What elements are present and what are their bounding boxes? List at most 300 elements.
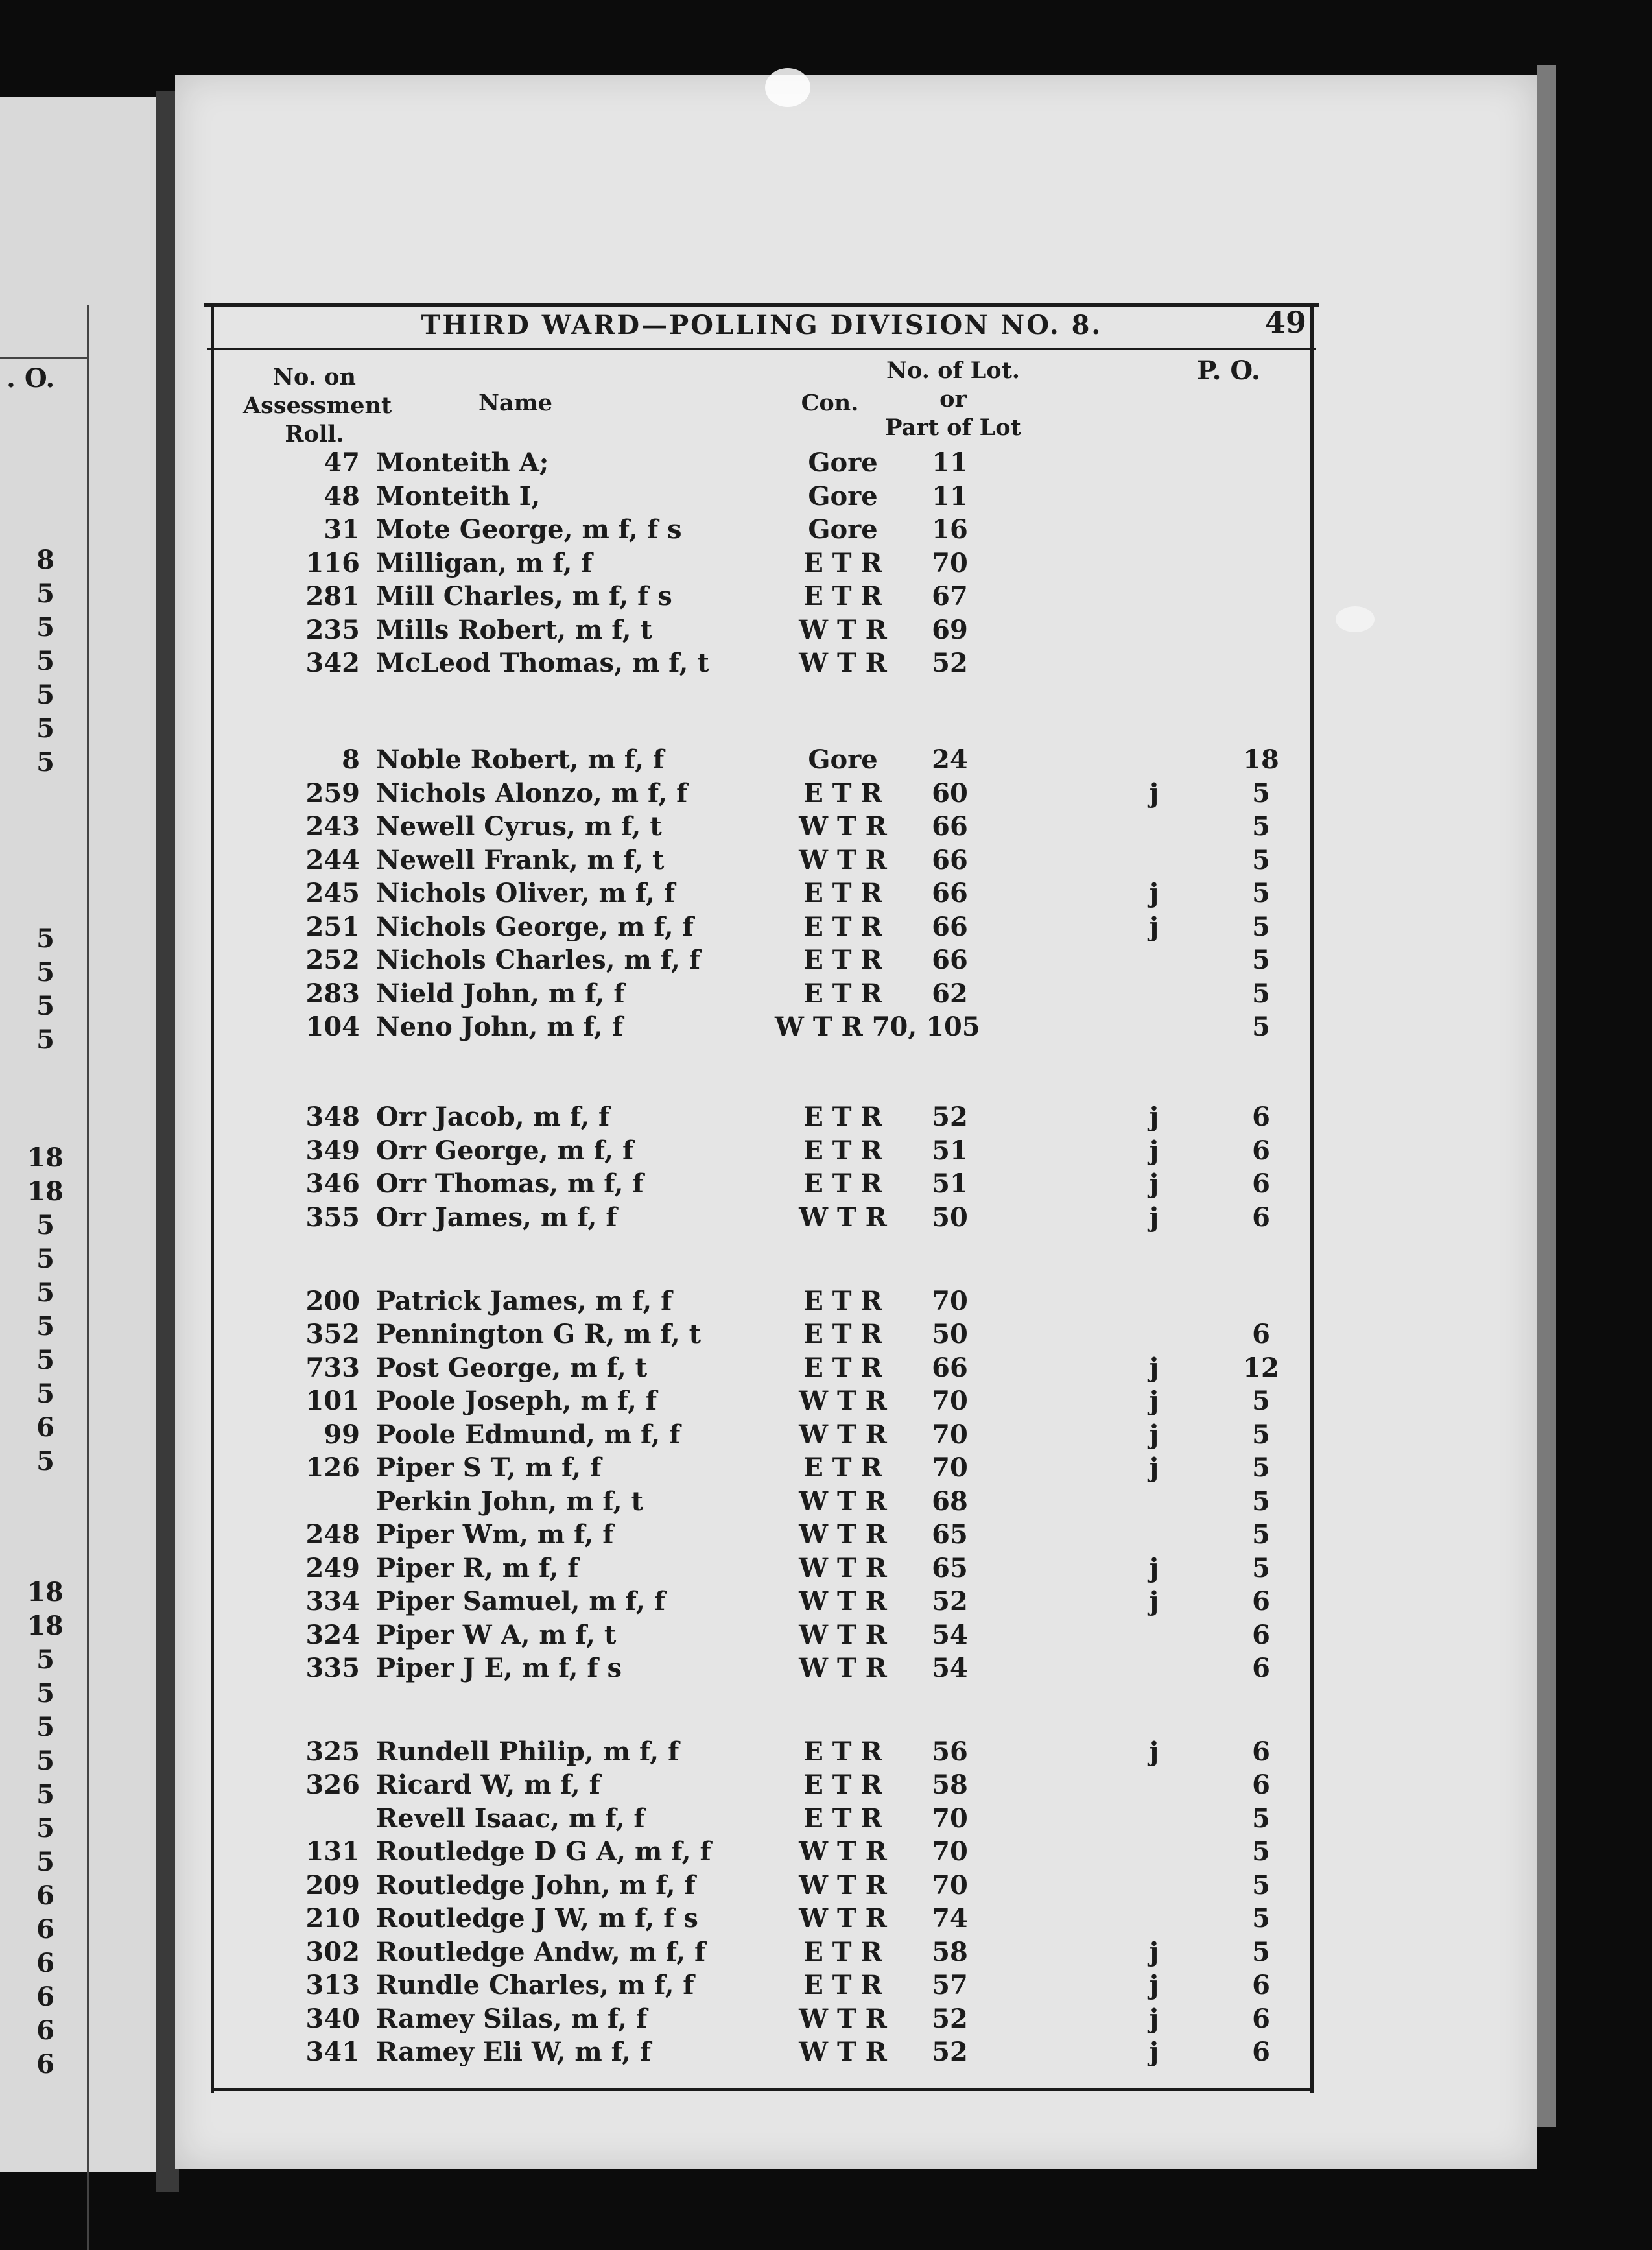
left-page-value: 5: [36, 1379, 54, 1409]
table-row: [204, 878, 1319, 910]
left-page-value: 5: [36, 923, 54, 954]
table-row: [204, 1553, 1319, 1585]
left-page-po-heading: . O.: [6, 363, 55, 394]
cell-po: 5: [1252, 1936, 1270, 1967]
cell-j: j: [1149, 1102, 1159, 1133]
cell-j: j: [1149, 2037, 1159, 2068]
table-row: [204, 1903, 1319, 1936]
cell-con: W T R: [799, 811, 887, 842]
left-page-value: 5: [36, 1210, 54, 1240]
register-table: [204, 227, 1319, 2098]
cell-con: W T R: [799, 614, 887, 645]
table-row: [204, 1012, 1319, 1044]
cell-lot: 70: [932, 1452, 968, 1484]
cell-lot: 51: [932, 1168, 968, 1200]
cell-name: Nichols Charles, m f, f: [376, 945, 701, 976]
left-page-value: 5: [36, 1746, 54, 1776]
cell-roll: 326: [305, 1770, 360, 1801]
cell-roll: 104: [305, 1012, 360, 1043]
cell-roll: 334: [305, 1586, 360, 1617]
cell-po: 6: [1252, 1202, 1270, 1233]
left-page-value: 6: [36, 1982, 54, 2012]
cell-roll: 281: [305, 581, 360, 611]
cell-con: W T R: [799, 844, 887, 875]
cell-po: 5: [1252, 1836, 1270, 1867]
cell-con: W T R: [799, 1552, 887, 1583]
cell-lot: 70: [932, 1285, 968, 1316]
cell-roll: 349: [305, 1135, 360, 1166]
cell-con: E T R: [803, 1135, 882, 1166]
cell-roll: 283: [305, 978, 360, 1009]
cell-name: Poole Edmund, m f, f: [376, 1419, 681, 1450]
cell-roll: 355: [305, 1202, 360, 1233]
cell-lot: 11: [932, 447, 968, 478]
left-page-value: 5: [36, 1024, 54, 1055]
column-header-roll: No. on Assessment Roll.: [243, 364, 392, 447]
cell-po: 5: [1252, 945, 1270, 976]
cell-lot: 66: [932, 878, 968, 909]
cell-lot: 70: [932, 1419, 968, 1450]
table-row: [204, 481, 1319, 514]
cell-con: E T R: [803, 1736, 882, 1767]
cell-lot: 66: [932, 811, 968, 842]
cell-lot: 65: [932, 1552, 968, 1583]
cell-j: j: [1149, 1970, 1159, 2001]
cell-j: j: [1149, 1135, 1159, 1166]
cell-lot: 24: [932, 744, 968, 776]
table-row: [204, 1486, 1319, 1519]
cell-con: E T R: [803, 945, 882, 976]
cell-po: 5: [1252, 777, 1270, 809]
left-page-value: 6: [36, 1914, 54, 1945]
left-page-value: 6: [36, 2049, 54, 2079]
cell-con: E T R: [803, 878, 882, 909]
cell-j: j: [1149, 1736, 1159, 1767]
cell-lot: 66: [932, 844, 968, 875]
cell-lot: 74: [932, 1903, 968, 1934]
cell-con: W T R: [799, 1419, 887, 1450]
table-row: [204, 1419, 1319, 1452]
cell-con: W T R: [799, 1869, 887, 1901]
cell-roll: 352: [305, 1319, 360, 1350]
left-page-value: 5: [36, 1244, 54, 1274]
table-row: [204, 744, 1319, 777]
table-row: [204, 1386, 1319, 1418]
cell-con: W T R: [799, 1486, 887, 1517]
cell-roll: 340: [305, 2003, 360, 2034]
left-page-value: 5: [36, 957, 54, 988]
cell-po: 5: [1252, 1419, 1270, 1450]
table-row: [204, 648, 1319, 680]
bottom-rule: [211, 2088, 1314, 2091]
cell-po: 6: [1252, 1770, 1270, 1801]
cell-name: Ramey Eli W, m f, f: [376, 2037, 652, 2068]
cell-roll: 200: [305, 1285, 360, 1316]
cell-roll: 244: [305, 844, 360, 875]
cell-po: 6: [1252, 1319, 1270, 1350]
cell-po: 6: [1252, 1102, 1270, 1133]
table-row: [204, 1770, 1319, 1802]
cell-lot: 67: [932, 581, 968, 611]
cell-name: Routledge D G A, m f, f: [376, 1836, 711, 1867]
cell-lot: 52: [932, 1102, 968, 1133]
cell-con: E T R: [803, 1352, 882, 1383]
page-number: 49: [1264, 305, 1306, 340]
cell-name: Rundle Charles, m f, f: [376, 1970, 694, 2001]
cell-j: j: [1149, 1352, 1159, 1383]
left-page-value: 5: [36, 1345, 54, 1375]
cell-j: j: [1149, 1386, 1159, 1417]
cell-po: 12: [1243, 1352, 1279, 1383]
table-row: [204, 1452, 1319, 1485]
table-row: [204, 1937, 1319, 1969]
left-page-value: 6: [36, 1948, 54, 1978]
cell-roll: 251: [305, 911, 360, 942]
table-row: [204, 912, 1319, 944]
cell-po: 6: [1252, 1653, 1270, 1684]
left-page-value: 8: [36, 545, 54, 575]
table-row: [204, 1803, 1319, 1836]
cell-po: 6: [1252, 1970, 1270, 2001]
cell-name: Ramey Silas, m f, f: [376, 2003, 648, 2034]
table-row: [204, 1620, 1319, 1652]
cell-j: j: [1149, 777, 1159, 809]
cell-name: Piper Samuel, m f, f: [376, 1586, 666, 1617]
left-page-value: 5: [36, 1644, 54, 1675]
left-page-value: 5: [36, 612, 54, 643]
column-header-lot: No. of Lot. or Part of Lot: [885, 357, 1021, 441]
cell-con: E T R: [803, 1970, 882, 2001]
cell-lot: 69: [932, 614, 968, 645]
cell-name: Nichols Oliver, m f, f: [376, 878, 676, 909]
cell-po: 5: [1252, 1386, 1270, 1417]
cell-name: Routledge John, m f, f: [376, 1869, 696, 1901]
cell-name: Mills Robert, m f, t: [376, 614, 652, 645]
cell-con: E T R: [803, 1285, 882, 1316]
cell-lot: 65: [932, 1519, 968, 1550]
cell-po: 5: [1252, 878, 1270, 909]
cell-roll: 249: [305, 1552, 360, 1583]
cell-lot: 66: [932, 911, 968, 942]
paper-damage-spot: [765, 68, 810, 107]
cell-con: E T R: [803, 547, 882, 578]
left-page-value: 5: [36, 713, 54, 744]
cell-con: E T R: [803, 1168, 882, 1200]
cell-lot: 52: [932, 2003, 968, 2034]
cell-name: Piper R, m f, f: [376, 1552, 579, 1583]
cell-roll: 348: [305, 1102, 360, 1133]
cell-con: E T R: [803, 1102, 882, 1133]
cell-lot: 56: [932, 1736, 968, 1767]
table-row: [204, 945, 1319, 977]
cell-name: Newell Frank, m f, t: [376, 844, 665, 875]
cell-po: 5: [1252, 1803, 1270, 1834]
cell-name: Orr Thomas, m f, f: [376, 1168, 644, 1200]
cell-lot: 58: [932, 1936, 968, 1967]
cell-name: Piper Wm, m f, f: [376, 1519, 614, 1550]
cell-name: Rundell Philip, m f, f: [376, 1736, 679, 1767]
left-page-value: 5: [36, 1678, 54, 1709]
left-page-value: 18: [27, 1176, 64, 1207]
cell-j: j: [1149, 1452, 1159, 1484]
left-page-value: 18: [27, 1611, 64, 1641]
cell-roll: 126: [305, 1452, 360, 1484]
cell-j: j: [1149, 1552, 1159, 1583]
column-header-po: P. O.: [1197, 355, 1260, 386]
left-page-value: 6: [36, 2015, 54, 2046]
cell-name: Milligan, m f, f: [376, 547, 593, 578]
cell-roll: 99: [324, 1419, 360, 1450]
table-row: [204, 447, 1319, 480]
left-page-value: 5: [36, 747, 54, 777]
table-row: [204, 1519, 1319, 1552]
cell-name: Piper S T, m f, f: [376, 1452, 602, 1484]
cell-j: j: [1149, 1419, 1159, 1450]
table-row: [204, 2037, 1319, 2069]
cell-lot: 16: [932, 514, 968, 545]
cell-name: Patrick James, m f, f: [376, 1285, 672, 1316]
cell-con: W T R: [799, 1519, 887, 1550]
cell-name: Perkin John, m f, t: [376, 1486, 643, 1517]
cell-name: Orr Jacob, m f, f: [376, 1102, 610, 1133]
table-row: [204, 1586, 1319, 1618]
table-row: [204, 514, 1319, 547]
left-page-value: 5: [36, 646, 54, 676]
cell-con: W T R: [799, 1386, 887, 1417]
cell-name: Pennington G R, m f, t: [376, 1319, 702, 1350]
left-page-value: 5: [36, 1311, 54, 1342]
page-edge: [1537, 65, 1556, 2127]
left-page-value: 6: [36, 1412, 54, 1443]
cell-po: 6: [1252, 1736, 1270, 1767]
cell-con: Gore: [808, 514, 878, 545]
cell-j: j: [1149, 1202, 1159, 1233]
cell-con: E T R: [803, 1452, 882, 1484]
cell-roll: 131: [305, 1836, 360, 1867]
cell-lot: 50: [932, 1319, 968, 1350]
cell-name: Ricard W, m f, f: [376, 1770, 600, 1801]
cell-name: Poole Joseph, m f, f: [376, 1386, 657, 1417]
cell-po: 18: [1243, 744, 1279, 776]
cell-name: Noble Robert, m f, f: [376, 744, 665, 776]
cell-lot: 50: [932, 1202, 968, 1233]
cell-lot: 70: [932, 1803, 968, 1834]
cell-roll: 243: [305, 811, 360, 842]
cell-roll: 313: [305, 1970, 360, 2001]
cell-po: 5: [1252, 1903, 1270, 1934]
cell-j: j: [1149, 911, 1159, 942]
cell-lot: 70: [932, 547, 968, 578]
table-row: [204, 1653, 1319, 1685]
left-page-value: 5: [36, 1277, 54, 1308]
cell-j: j: [1149, 2003, 1159, 2034]
register-page: [175, 75, 1537, 2169]
column-header-con: Con.: [801, 390, 859, 416]
cell-name: Newell Cyrus, m f, t: [376, 811, 662, 842]
header-rule: [207, 348, 1316, 350]
cell-roll: 259: [305, 777, 360, 809]
cell-name: Orr George, m f, f: [376, 1135, 634, 1166]
table-row: [204, 1168, 1319, 1201]
table-row: [204, 1202, 1319, 1235]
cell-lot: 70: [932, 1386, 968, 1417]
left-page-value: 5: [36, 1712, 54, 1742]
cell-roll: 341: [305, 2037, 360, 2068]
cell-name: Revell Isaac, m f, f: [376, 1803, 645, 1834]
cell-j: j: [1149, 1168, 1159, 1200]
cell-name: Orr James, m f, f: [376, 1202, 617, 1233]
cell-roll: 31: [324, 514, 360, 545]
cell-con: E T R: [803, 581, 882, 611]
cell-po: 6: [1252, 1619, 1270, 1650]
left-page-value: 5: [36, 578, 54, 609]
cell-con: W T R: [799, 1619, 887, 1650]
cell-con: E T R: [803, 777, 882, 809]
cell-name: Mill Charles, m f, f s: [376, 581, 672, 611]
cell-con: W T R: [799, 1653, 887, 1684]
cell-lot: 66: [932, 1352, 968, 1383]
cell-name: Nichols George, m f, f: [376, 911, 694, 942]
cell-lot: 51: [932, 1135, 968, 1166]
cell-po: 5: [1252, 1552, 1270, 1583]
cell-roll: 302: [305, 1936, 360, 1967]
cell-con: Gore: [808, 447, 878, 478]
cell-con: E T R: [803, 911, 882, 942]
paper-damage-spot: [1336, 606, 1375, 632]
cell-po: 5: [1252, 811, 1270, 842]
cell-po: 5: [1252, 1519, 1270, 1550]
left-page-value: 5: [36, 680, 54, 710]
table-row: [204, 1836, 1319, 1869]
column-header-name: Name: [478, 390, 552, 416]
cell-lot: 62: [932, 978, 968, 1009]
left-page-value: 5: [36, 1847, 54, 1877]
cell-lot: 66: [932, 945, 968, 976]
table-row: [204, 778, 1319, 811]
cell-roll: 335: [305, 1653, 360, 1684]
table-row: [204, 1319, 1319, 1351]
cell-roll: 325: [305, 1736, 360, 1767]
table-row: [204, 1870, 1319, 1902]
cell-name: Neno John, m f, f: [376, 1012, 623, 1043]
top-rule: [204, 303, 1319, 307]
cell-po: 6: [1252, 1168, 1270, 1200]
cell-roll: 733: [305, 1352, 360, 1383]
cell-j: j: [1149, 878, 1159, 909]
left-page-value: 5: [36, 1813, 54, 1843]
cell-lot: 52: [932, 2037, 968, 2068]
table-row: [204, 845, 1319, 877]
table-row: [204, 2004, 1319, 2036]
cell-lot: 57: [932, 1970, 968, 2001]
table-row: [204, 978, 1319, 1011]
table-row: [204, 1736, 1319, 1769]
cell-name: Nield John, m f, f: [376, 978, 625, 1009]
cell-roll: 210: [305, 1903, 360, 1934]
cell-po: 6: [1252, 2003, 1270, 2034]
page-title: THIRD WARD—POLLING DIVISION NO. 8.: [421, 310, 1103, 340]
table-row: [204, 581, 1319, 613]
cell-roll: 235: [305, 614, 360, 645]
cell-roll: 8: [342, 744, 360, 776]
cell-po: 6: [1252, 2037, 1270, 2068]
cell-po: 6: [1252, 1586, 1270, 1617]
left-page-value: 5: [36, 1446, 54, 1476]
cell-con: W T R: [799, 1586, 887, 1617]
cell-con: W T R: [799, 2037, 887, 2068]
cell-name: Mote George, m f, f s: [376, 514, 682, 545]
cell-po: 5: [1252, 978, 1270, 1009]
left-page-value: 5: [36, 1779, 54, 1810]
cell-name: Post George, m f, t: [376, 1352, 648, 1383]
table-row: [204, 615, 1319, 647]
cell-roll: 252: [305, 945, 360, 976]
cell-con: E T R: [803, 1770, 882, 1801]
cell-roll: 209: [305, 1869, 360, 1901]
cell-po: 5: [1252, 844, 1270, 875]
cell-roll: 346: [305, 1168, 360, 1200]
cell-con: E T R: [803, 978, 882, 1009]
cell-con: W T R: [799, 2003, 887, 2034]
cell-con: W T R: [799, 1836, 887, 1867]
table-row: [204, 811, 1319, 844]
cell-name: Routledge J W, m f, f s: [376, 1903, 698, 1934]
cell-con: E T R: [803, 1803, 882, 1834]
cell-name: McLeod Thomas, m f, t: [376, 648, 709, 678]
table-row: [204, 1353, 1319, 1385]
cell-lot: 52: [932, 1586, 968, 1617]
cell-roll: 245: [305, 878, 360, 909]
cell-lot: 60: [932, 777, 968, 809]
cell-lot: 54: [932, 1619, 968, 1650]
cell-lot: 70: [932, 1869, 968, 1901]
cell-lot: 68: [932, 1486, 968, 1517]
cell-roll: 101: [305, 1386, 360, 1417]
cell-con: Gore: [808, 480, 878, 512]
cell-po: 5: [1252, 1012, 1270, 1043]
table-row: [204, 1135, 1319, 1168]
cell-roll: 324: [305, 1619, 360, 1650]
cell-name: Piper J E, m f, f s: [376, 1653, 622, 1684]
cell-name: Piper W A, m f, t: [376, 1619, 617, 1650]
cell-con: W T R: [799, 1202, 887, 1233]
cell-roll: 342: [305, 648, 360, 678]
left-page-value: 5: [36, 991, 54, 1021]
cell-name: Monteith I,: [376, 480, 541, 512]
left-page-value: 18: [27, 1143, 64, 1173]
cell-roll: 248: [305, 1519, 360, 1550]
table-row: [204, 1102, 1319, 1134]
cell-lot: 11: [932, 480, 968, 512]
left-page-rule: [87, 305, 89, 2250]
cell-con: W T R 70, 105: [775, 1012, 980, 1043]
left-page-value: 18: [27, 1577, 64, 1607]
cell-roll: 116: [305, 547, 360, 578]
cell-po: 5: [1252, 911, 1270, 942]
cell-lot: 52: [932, 648, 968, 678]
left-facing-page: [0, 97, 159, 2172]
cell-po: 5: [1252, 1486, 1270, 1517]
left-page-value: 6: [36, 1880, 54, 1911]
cell-roll: 48: [324, 480, 360, 512]
cell-po: 5: [1252, 1452, 1270, 1484]
cell-j: j: [1149, 1936, 1159, 1967]
cell-po: 5: [1252, 1869, 1270, 1901]
cell-con: W T R: [799, 648, 887, 678]
cell-lot: 70: [932, 1836, 968, 1867]
cell-po: 6: [1252, 1135, 1270, 1166]
cell-lot: 54: [932, 1653, 968, 1684]
